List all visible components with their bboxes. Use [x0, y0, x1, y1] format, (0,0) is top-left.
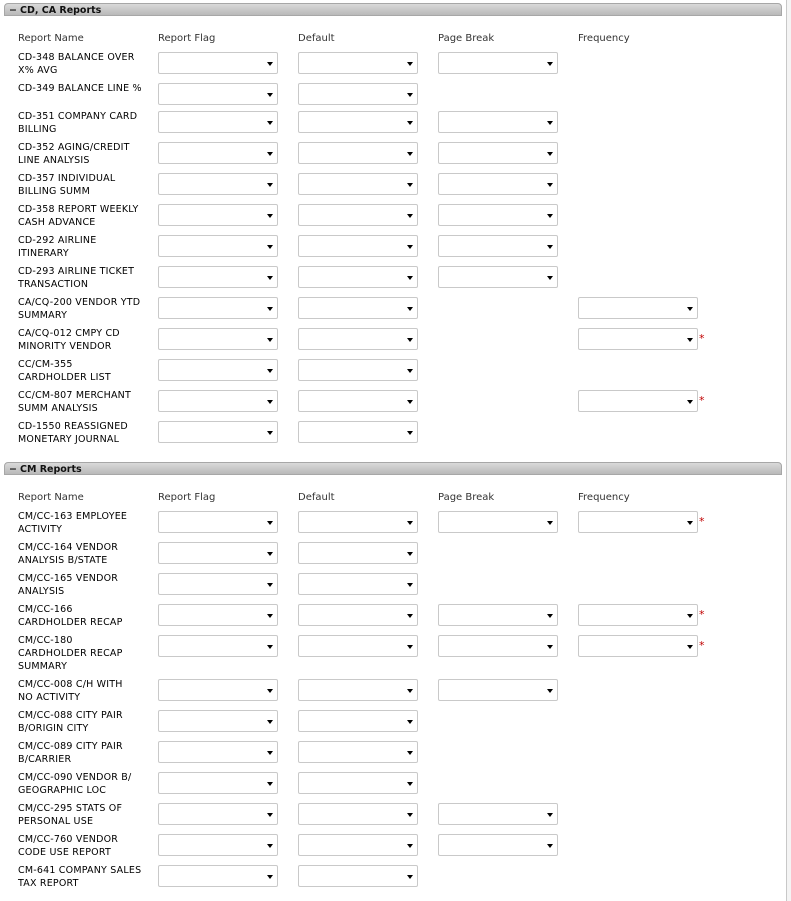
chevron-down-icon [267, 614, 273, 618]
report-name: CM/CC-088 CITY PAIR B/ORIGIN CITY [18, 710, 123, 734]
column-header: Page Break [438, 492, 495, 503]
report-name: CD-348 BALANCE OVER X% AVG [18, 52, 135, 76]
default-select[interactable] [298, 573, 418, 595]
column-header: Default [298, 33, 335, 44]
column-header: Frequency [578, 33, 630, 44]
chevron-down-icon [267, 431, 273, 435]
section-header[interactable] [4, 3, 782, 16]
page-break-select[interactable] [438, 635, 558, 657]
default-select[interactable] [298, 390, 418, 412]
report-flag-select[interactable] [158, 772, 278, 794]
required-marker: * [699, 394, 705, 407]
chevron-down-icon [267, 844, 273, 848]
chevron-down-icon [687, 521, 693, 525]
default-select[interactable] [298, 679, 418, 701]
page-break-select[interactable] [438, 266, 558, 288]
default-select[interactable] [298, 83, 418, 105]
chevron-down-icon [267, 813, 273, 817]
chevron-down-icon [407, 720, 413, 724]
page-break-select[interactable] [438, 204, 558, 226]
chevron-down-icon [547, 614, 553, 618]
report-name: CC/CM-807 MERCHANT SUMM ANALYSIS [18, 390, 131, 414]
report-name: CA/CQ-200 VENDOR YTD SUMMARY [18, 297, 141, 321]
default-select[interactable] [298, 266, 418, 288]
chevron-down-icon [267, 521, 273, 525]
chevron-down-icon [407, 62, 413, 66]
report-name: CM/CC-166 CARDHOLDER RECAP [18, 604, 123, 628]
default-select[interactable] [298, 741, 418, 763]
default-select[interactable] [298, 803, 418, 825]
chevron-down-icon [407, 369, 413, 373]
chevron-down-icon [267, 369, 273, 373]
chevron-down-icon [407, 93, 413, 97]
default-select[interactable] [298, 772, 418, 794]
chevron-down-icon [267, 552, 273, 556]
chevron-down-icon [407, 245, 413, 249]
default-select[interactable] [298, 421, 418, 443]
chevron-down-icon [407, 183, 413, 187]
chevron-down-icon [407, 307, 413, 311]
page-break-select[interactable] [438, 511, 558, 533]
report-name: CM/CC-090 VENDOR B/ GEOGRAPHIC LOC [18, 772, 132, 796]
report-flag-select[interactable] [158, 173, 278, 195]
chevron-down-icon [407, 751, 413, 755]
chevron-down-icon [407, 338, 413, 342]
chevron-down-icon [267, 751, 273, 755]
report-name: CM-641 COMPANY SALES TAX REPORT [18, 865, 142, 889]
scrollbar-edge[interactable] [786, 0, 791, 901]
report-name: CD-349 BALANCE LINE % [18, 83, 142, 94]
chevron-down-icon [687, 614, 693, 618]
chevron-down-icon [267, 62, 273, 66]
default-select[interactable] [298, 710, 418, 732]
chevron-down-icon [407, 552, 413, 556]
report-flag-select[interactable] [158, 111, 278, 133]
page-break-select[interactable] [438, 111, 558, 133]
report-flag-select[interactable] [158, 573, 278, 595]
report-name: CM/CC-295 STATS OF PERSONAL USE [18, 803, 123, 827]
default-select[interactable] [298, 511, 418, 533]
frequency-select[interactable] [578, 635, 698, 657]
column-header: Report Name [18, 492, 84, 503]
report-name: CM/CC-760 VENDOR CODE USE REPORT [18, 834, 119, 858]
default-select[interactable] [298, 204, 418, 226]
report-flag-select[interactable] [158, 679, 278, 701]
page-break-select[interactable] [438, 235, 558, 257]
chevron-down-icon [267, 307, 273, 311]
report-name: CA/CQ-012 CMPY CD MINORITY VENDOR [18, 328, 120, 352]
chevron-down-icon [547, 813, 553, 817]
chevron-down-icon [407, 875, 413, 879]
page-break-select[interactable] [438, 679, 558, 701]
report-name: CD-292 AIRLINE ITINERARY [18, 235, 97, 259]
report-name: CM/CC-165 VENDOR ANALYSIS [18, 573, 119, 597]
report-flag-select[interactable] [158, 865, 278, 887]
section-title: CD, CA Reports [19, 5, 102, 16]
default-select[interactable] [298, 235, 418, 257]
chevron-down-icon [267, 276, 273, 280]
chevron-down-icon [407, 645, 413, 649]
report-name: CD-351 COMPANY CARD BILLING [18, 111, 138, 135]
report-flag-select[interactable] [158, 328, 278, 350]
chevron-down-icon [267, 400, 273, 404]
page-break-select[interactable] [438, 834, 558, 856]
default-select[interactable] [298, 111, 418, 133]
default-select[interactable] [298, 865, 418, 887]
report-name: CM/CC-089 CITY PAIR B/CARRIER [18, 741, 123, 765]
report-name: CM/CC-008 C/H WITH NO ACTIVITY [18, 679, 123, 703]
chevron-down-icon [407, 214, 413, 218]
collapse-icon[interactable]: − [9, 464, 17, 475]
chevron-down-icon [267, 583, 273, 587]
chevron-down-icon [267, 645, 273, 649]
frequency-select[interactable] [578, 297, 698, 319]
chevron-down-icon [267, 720, 273, 724]
report-flag-select[interactable] [158, 741, 278, 763]
report-name: CD-358 REPORT WEEKLY CASH ADVANCE [18, 204, 139, 228]
frequency-select[interactable] [578, 511, 698, 533]
report-flag-select[interactable] [158, 52, 278, 74]
default-select[interactable] [298, 635, 418, 657]
chevron-down-icon [547, 521, 553, 525]
chevron-down-icon [267, 121, 273, 125]
report-flag-select[interactable] [158, 266, 278, 288]
chevron-down-icon [547, 276, 553, 280]
report-flag-select[interactable] [158, 421, 278, 443]
report-flag-select[interactable] [158, 710, 278, 732]
chevron-down-icon [407, 583, 413, 587]
chevron-down-icon [407, 782, 413, 786]
chevron-down-icon [547, 121, 553, 125]
report-flag-select[interactable] [158, 803, 278, 825]
chevron-down-icon [407, 431, 413, 435]
collapse-icon[interactable]: − [9, 5, 17, 16]
page-break-select[interactable] [438, 803, 558, 825]
report-flag-select[interactable] [158, 204, 278, 226]
report-name: CD-293 AIRLINE TICKET TRANSACTION [18, 266, 135, 290]
report-flag-select[interactable] [158, 542, 278, 564]
column-header: Report Flag [158, 492, 216, 503]
chevron-down-icon [407, 689, 413, 693]
chevron-down-icon [687, 400, 693, 404]
chevron-down-icon [267, 245, 273, 249]
chevron-down-icon [407, 152, 413, 156]
report-flag-select[interactable] [158, 359, 278, 381]
chevron-down-icon [547, 183, 553, 187]
page-break-select[interactable] [438, 52, 558, 74]
report-flag-select[interactable] [158, 834, 278, 856]
chevron-down-icon [267, 338, 273, 342]
chevron-down-icon [547, 689, 553, 693]
section-title: CM Reports [19, 464, 82, 475]
column-header: Report Flag [158, 33, 216, 44]
chevron-down-icon [407, 844, 413, 848]
required-marker: * [699, 515, 705, 528]
default-select[interactable] [298, 328, 418, 350]
report-flag-select[interactable] [158, 604, 278, 626]
chevron-down-icon [547, 152, 553, 156]
chevron-down-icon [547, 645, 553, 649]
default-select[interactable] [298, 834, 418, 856]
report-name: CM/CC-180 CARDHOLDER RECAP SUMMARY [18, 635, 123, 672]
page-break-select[interactable] [438, 173, 558, 195]
chevron-down-icon [267, 875, 273, 879]
chevron-down-icon [687, 307, 693, 311]
required-marker: * [699, 639, 705, 652]
report-flag-select[interactable] [158, 235, 278, 257]
column-header: Frequency [578, 492, 630, 503]
default-select[interactable] [298, 542, 418, 564]
chevron-down-icon [547, 844, 553, 848]
required-marker: * [699, 332, 705, 345]
report-flag-select[interactable] [158, 142, 278, 164]
report-flag-select[interactable] [158, 635, 278, 657]
frequency-select[interactable] [578, 328, 698, 350]
chevron-down-icon [267, 152, 273, 156]
report-name: CM/CC-163 EMPLOYEE ACTIVITY [18, 511, 128, 535]
default-select[interactable] [298, 359, 418, 381]
section-header[interactable] [4, 462, 782, 475]
column-header: Report Name [18, 33, 84, 44]
report-name: CD-352 AGING/CREDIT LINE ANALYSIS [18, 142, 130, 166]
default-select[interactable] [298, 52, 418, 74]
report-name: CC/CM-355 CARDHOLDER LIST [18, 359, 111, 383]
report-name: CM/CC-164 VENDOR ANALYSIS B/STATE [18, 542, 119, 566]
chevron-down-icon [547, 245, 553, 249]
report-name: CD-357 INDIVIDUAL BILLING SUMM [18, 173, 116, 197]
chevron-down-icon [407, 614, 413, 618]
chevron-down-icon [267, 782, 273, 786]
chevron-down-icon [407, 276, 413, 280]
chevron-down-icon [547, 62, 553, 66]
chevron-down-icon [547, 214, 553, 218]
chevron-down-icon [267, 183, 273, 187]
frequency-select[interactable] [578, 604, 698, 626]
report-flag-select[interactable] [158, 297, 278, 319]
default-select[interactable] [298, 142, 418, 164]
report-name: CD-1550 REASSIGNED MONETARY JOURNAL [18, 421, 128, 445]
required-marker: * [699, 608, 705, 621]
chevron-down-icon [267, 214, 273, 218]
chevron-down-icon [687, 338, 693, 342]
frequency-select[interactable] [578, 390, 698, 412]
page-break-select[interactable] [438, 604, 558, 626]
report-flag-select[interactable] [158, 83, 278, 105]
default-select[interactable] [298, 297, 418, 319]
default-select[interactable] [298, 604, 418, 626]
column-header: Page Break [438, 33, 495, 44]
chevron-down-icon [407, 121, 413, 125]
chevron-down-icon [407, 400, 413, 404]
chevron-down-icon [687, 645, 693, 649]
column-header: Default [298, 492, 335, 503]
chevron-down-icon [267, 689, 273, 693]
report-flag-select[interactable] [158, 390, 278, 412]
page-break-select[interactable] [438, 142, 558, 164]
report-flag-select[interactable] [158, 511, 278, 533]
chevron-down-icon [407, 813, 413, 817]
chevron-down-icon [267, 93, 273, 97]
chevron-down-icon [407, 521, 413, 525]
default-select[interactable] [298, 173, 418, 195]
